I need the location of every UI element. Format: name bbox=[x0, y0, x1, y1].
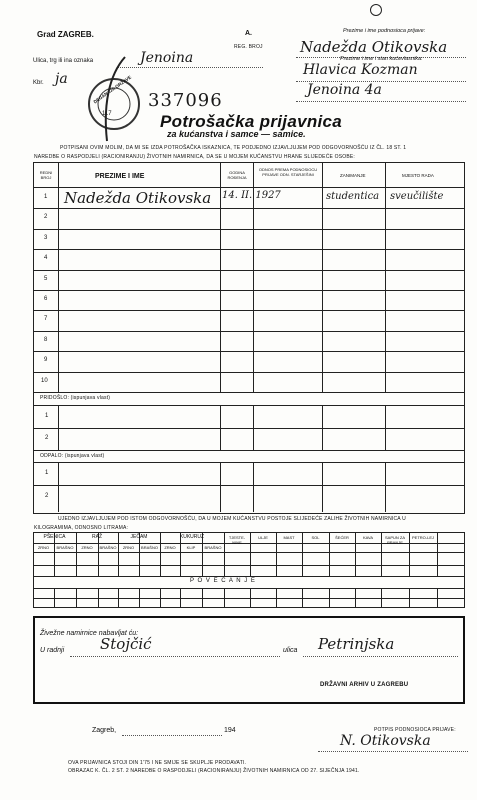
entry-occupation: studentica bbox=[326, 191, 380, 202]
entry-birth-year: 14. II. 1927 bbox=[222, 190, 281, 201]
person-row-number: 8 bbox=[44, 336, 48, 343]
reg-broj-label: REG. BROJ bbox=[234, 44, 263, 50]
person-row-number: 9 bbox=[44, 357, 48, 364]
supply-item-header: KAVA bbox=[362, 535, 374, 540]
shop-street: Petrinjska bbox=[318, 635, 395, 653]
applicant-signature: N. Otikovska bbox=[340, 733, 431, 749]
person-row-number: 2 bbox=[44, 214, 48, 221]
person-row-number: 3 bbox=[44, 234, 48, 241]
owner-address: Jenoina 4a bbox=[307, 82, 382, 98]
col-header-relation: ODNOS PREMA PODNOSIOCU PRIJAVE ODN. STARJEŠINI bbox=[258, 167, 318, 177]
supply-sub-header: BRAŠNO bbox=[99, 545, 117, 550]
entry-workplace: sveučilište bbox=[390, 191, 444, 202]
person-row-number: 6 bbox=[44, 296, 48, 302]
entry-name: Nadežda Otikovska bbox=[64, 189, 212, 207]
shop-name: Stojčić bbox=[100, 635, 152, 653]
house-number-label: Kbr. bbox=[33, 80, 44, 86]
supply-sub-header: KLIP bbox=[186, 545, 196, 550]
street-value: Jenoina bbox=[140, 50, 194, 66]
pridoslo-label: PRIDOŠLO: (ispunjava vlast) bbox=[40, 395, 111, 401]
form-title: Potrošačka prijavnica bbox=[160, 112, 343, 131]
col-header-occupation: ZANIMANJE bbox=[340, 173, 366, 178]
applicant-name: Nadežda Otikovska bbox=[300, 38, 448, 56]
supply-group-header: RAŽ bbox=[92, 534, 102, 540]
person-row-number: 10 bbox=[41, 377, 48, 384]
circle-mark-icon bbox=[370, 4, 382, 16]
form-subtitle: za kućanstva i samce — samice. bbox=[167, 129, 306, 139]
pridoslo-row-1: 1 bbox=[45, 413, 49, 419]
supply-sub-header: ZRNO bbox=[164, 545, 176, 550]
col-header-workplace: MJESTO RADA bbox=[402, 173, 434, 178]
signature-label: POTPIS PODNOSIOCA PRIJAVE: bbox=[374, 727, 456, 733]
archive-stamp: DRŽAVNI ARHIV U ZAGREBU bbox=[320, 682, 409, 688]
registration-number: 337096 bbox=[148, 90, 223, 111]
supply-item-header: ŠEĆER bbox=[335, 535, 349, 540]
footer-place: Zagreb, bbox=[92, 727, 117, 734]
supply-sub-header: BRAŠNO bbox=[56, 545, 74, 550]
applicant-label: Prezime i ime podnosioca prijave: bbox=[343, 28, 426, 34]
person-row-number: 5 bbox=[44, 275, 48, 282]
person-row-number: 1 bbox=[44, 194, 48, 200]
supply-sub-header: BRAŠNO bbox=[141, 545, 158, 550]
supply-sub-header: ZRNO bbox=[37, 545, 50, 550]
shop-street-label: ulica bbox=[283, 647, 298, 654]
supply-group-header: JEČAM bbox=[130, 534, 148, 540]
col-header-name: PREZIME I IME bbox=[95, 173, 145, 180]
stamp-number: 117 bbox=[102, 111, 112, 117]
supply-item-header: PETRO-LEJ bbox=[411, 535, 434, 540]
footer-note-2: OBRAZAC K. ČL. 2 ST. 2 NAREDBE O RASPODJELI (RACIONIRANJU) ŽIVOTNIH NAMIRNICA OD 27. SIJEČNJA 1941. bbox=[68, 768, 360, 774]
declaration-line-1: UJEDNO IZJAVLJUJEM POD ISTOM ODGOVORNOŠĆU, DA U MOJEM KUĆANSTVU POSTOJE SLIJEDEĆE ZALIHE ŽIVOTNIH NAMIRNICA U bbox=[58, 516, 406, 522]
otpalo-row-2: 2 bbox=[45, 493, 49, 499]
supply-item-header: ULJE bbox=[258, 535, 268, 540]
person-row-number: 4 bbox=[44, 255, 48, 262]
shop-label: U radnji bbox=[40, 647, 65, 654]
otpalo-label: ODPALO: (ispunjava vlast) bbox=[40, 453, 105, 459]
supply-item-header: SOL bbox=[311, 535, 320, 540]
povecanje-label: P O V E Ć A N J E bbox=[190, 578, 256, 584]
col-header-number: REDNI BROJ bbox=[39, 170, 53, 180]
supply-sub-header: ZRNO bbox=[122, 545, 135, 550]
intro-line-1: POTPISANI OVIM MOLIM, DA MI SE IZDA POTROŠAČKA ISKAZNICA, TE PODJEDNO IZJAVLJUJEM POD ODGOVORNOŠĆU IZ ČL. 18 ST. 1 bbox=[60, 145, 407, 151]
person-row-number: 7 bbox=[44, 316, 48, 323]
declaration-line-2: KILOGRAMIMA, ODNOSNO LITRAMA: bbox=[34, 525, 129, 531]
stamp-text: DEGANAJA ORŽAVE bbox=[92, 74, 133, 105]
footer-year: 194 bbox=[224, 727, 236, 734]
purchase-line-1: Živežne namirnice nabavljat ću: bbox=[40, 630, 139, 637]
col-header-year: GODINA ROĐENJA bbox=[227, 170, 247, 180]
supply-sub-header: BRAŠNO bbox=[204, 545, 222, 550]
owner-label: Prezime i ime i stan kućevlasnika: bbox=[340, 56, 423, 62]
street-label: Ulica, trg ili ina oznaka bbox=[33, 58, 94, 64]
supply-item-header: MAST bbox=[283, 535, 295, 540]
supply-item-header: SAPUN ZA PRANJE bbox=[384, 535, 405, 545]
footer-note-1: OVA PRIJAVNICA STOJI DIN 1'75 I NE SMIJE SE SKUPLJE PRODAVATI. bbox=[68, 760, 247, 766]
series-letter: A. bbox=[245, 30, 252, 37]
city-label: Grad ZAGREB. bbox=[37, 30, 94, 39]
house-number-value: ja bbox=[55, 71, 68, 87]
otpalo-row-1: 1 bbox=[45, 470, 49, 476]
supply-group-header: PŠENICA bbox=[43, 534, 66, 540]
pridoslo-row-2: 2 bbox=[45, 435, 49, 441]
pen-stroke-icon bbox=[92, 55, 135, 145]
owner-name: Hlavica Kozman bbox=[303, 62, 418, 78]
supply-sub-header: ZRNO bbox=[81, 545, 93, 550]
supply-item-header: TJESTE-NINE bbox=[228, 535, 246, 545]
supply-group-header: KUKURUZ bbox=[179, 534, 205, 540]
intro-line-2: NAREDBE O RASPODJELI (RACIONIRANJU) ŽIVOTNIH NAMIRNICA, DA SE U MOJEM KUĆANSTVU HRANE SLIJEDEĆE OSOBE: bbox=[34, 154, 356, 160]
